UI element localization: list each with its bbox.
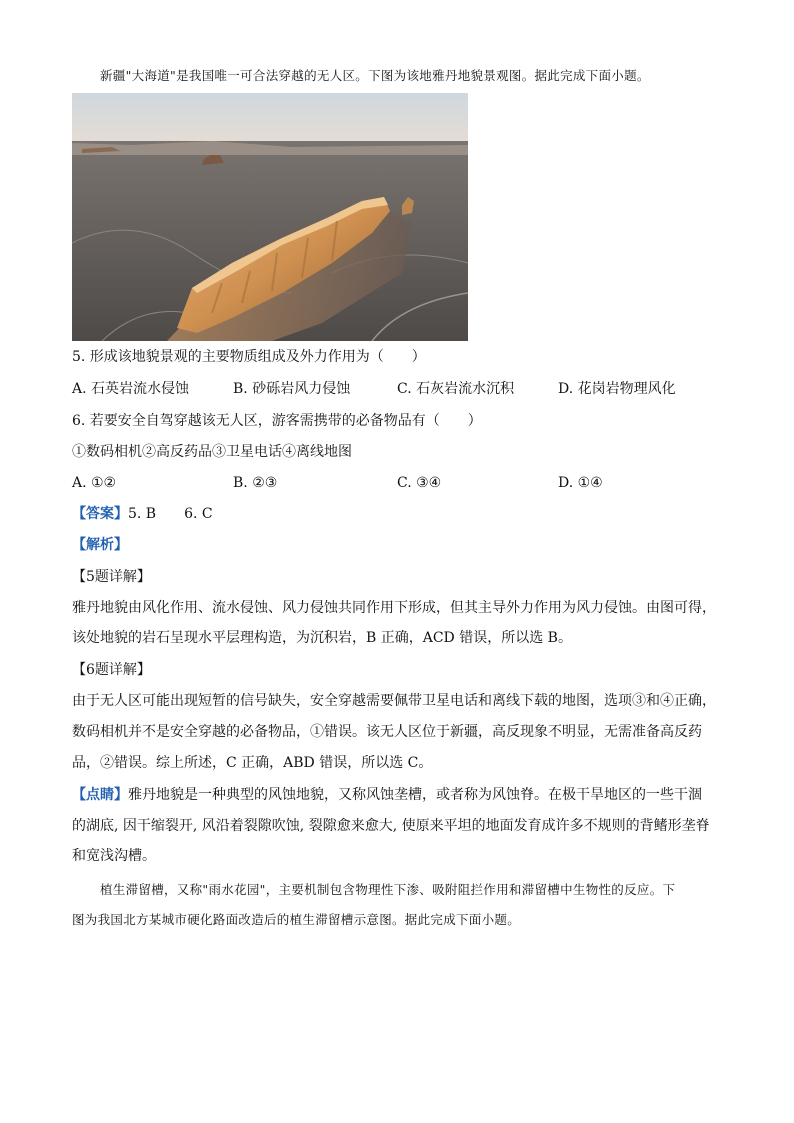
intro2-line-2: 图为我国北方某城市硬化路面改造后的植生滞留槽示意图。据此完成下面小题。 <box>72 912 521 927</box>
q6-option-a[interactable]: A. ①② <box>72 475 117 491</box>
q5-option-b[interactable]: B. 砂砾岩风力侵蚀 <box>233 381 351 397</box>
detail-6-line-2: 数码相机并不是安全穿越的必备物品，①错误。该无人区位于新疆，高反现象不明显，无需准备高反药 <box>72 724 702 740</box>
analysis-label: 【解析】 <box>72 537 128 553</box>
intro2-line-1: 植生滞留槽，又称"雨水花园"，主要机制包含物理性下渗、吸附阻拦作用和滞留槽中生物性的反应。下 <box>100 882 676 897</box>
detail-5-line-2: 该处地貌的岩石呈现水平层理构造，为沉积岩，B 正确，ACD 错误，所以选 B。 <box>72 630 572 646</box>
comment-line-1 <box>72 785 722 805</box>
yardang-landscape-photo <box>72 93 468 341</box>
answer-label: 【答案】 <box>72 506 128 522</box>
q5-option-a[interactable]: A. 石英岩流水侵蚀 <box>72 381 190 397</box>
detail-6-line-1: 由于无人区可能出现短暂的信号缺失，安全穿越需要佩带卫星电话和离线下载的地图，选项③和④正确， <box>72 693 716 709</box>
comment-line-3: 和宽浅沟槽。 <box>72 848 156 864</box>
answer-text: 5. B 6. C <box>128 506 213 522</box>
answer-line <box>72 504 722 524</box>
comment-label: 【点睛】 <box>72 787 128 803</box>
detail-5-line-1: 雅丹地貌由风化作用、流水侵蚀、风力侵蚀共同作用下形成，但其主导外力作用为风力侵蚀。由图可得， <box>72 600 716 616</box>
question-6-stem: 6. 若要安全自驾穿越该无人区，游客需携带的必备物品有（ ） <box>72 413 482 429</box>
q5-option-d[interactable]: D. 花岗岩物理风化 <box>558 381 676 397</box>
intro-paragraph: 新疆"大海道"是我国唯一可合法穿越的无人区。下图为该地雅丹地貌景观图。据此完成下面小题。 <box>100 68 650 83</box>
q6-option-c[interactable]: C. ③④ <box>397 475 442 491</box>
detail-6-label: 【6题详解】 <box>72 662 151 678</box>
q6-option-b[interactable]: B. ②③ <box>233 475 278 491</box>
comment-line-2: 的湖底, 因干缩裂开, 风沿着裂隙吹蚀, 裂隙愈来愈大, 使原来平坦的地面发育成许多不规则的背鳍形垄脊 <box>72 818 710 834</box>
detail-6-line-3: 品，②错误。综上所述，C 正确，ABD 错误，所以选 C。 <box>72 755 433 771</box>
q6-option-d[interactable]: D. ①④ <box>558 475 603 491</box>
q5-option-c[interactable]: C. 石灰岩流水沉积 <box>397 381 515 397</box>
detail-5-label: 【5题详解】 <box>72 569 151 585</box>
comment-text-1: 雅丹地貌是一种典型的风蚀地貌，又称风蚀垄槽，或者称为风蚀脊。在极干旱地区的一些干涸 <box>128 787 702 803</box>
question-6-items: ①数码相机②高反药品③卫星电话④离线地图 <box>72 444 352 460</box>
question-5-stem: 5. 形成该地貌景观的主要物质组成及外力作用为（ ） <box>72 349 426 365</box>
